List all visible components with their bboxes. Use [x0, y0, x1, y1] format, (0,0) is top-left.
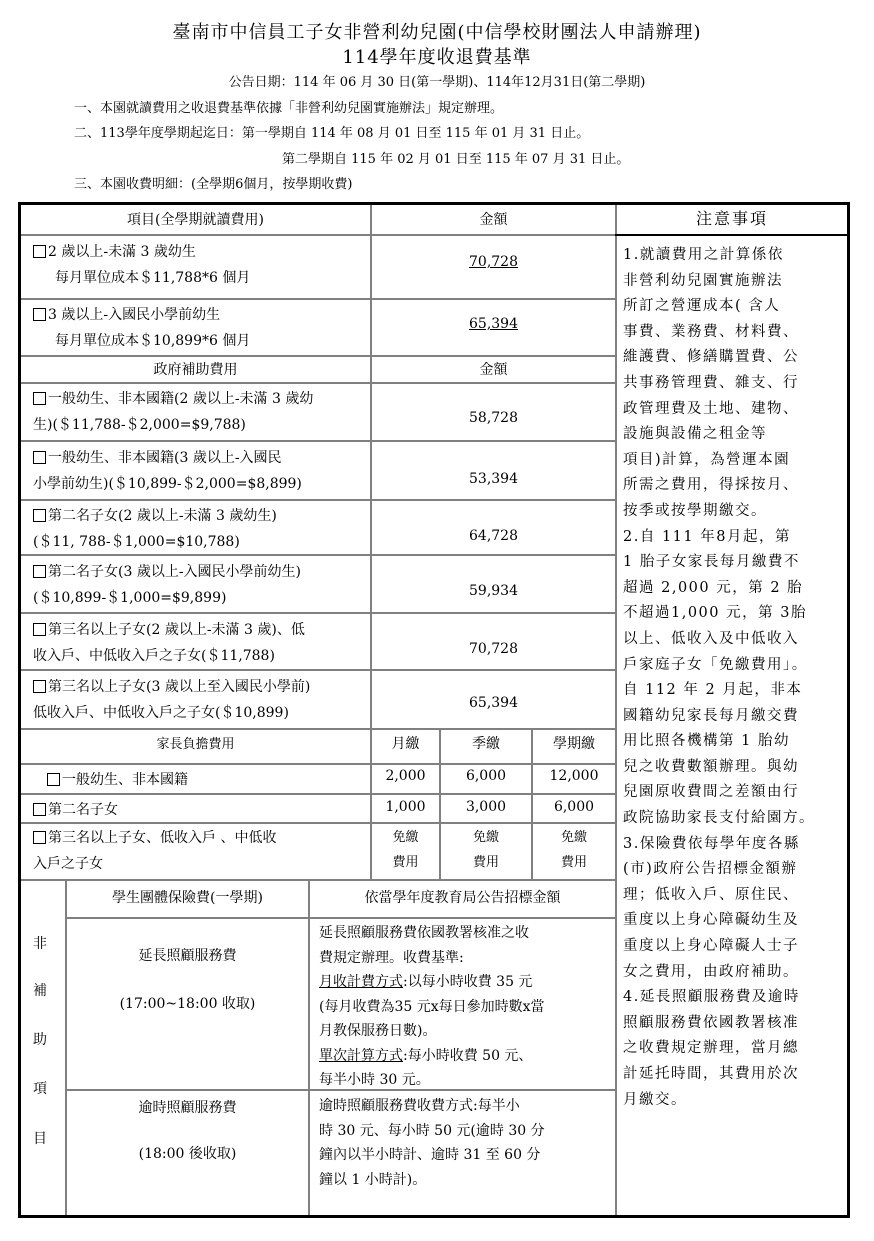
parent-row-label: 一般幼生、非本國籍 [47, 767, 367, 793]
subsidy-amount: 53,394 [469, 471, 518, 487]
non-subsidy-label-5: 目 [33, 1131, 47, 1147]
subsidy-row: 第二名子女(3 歲以上-入國民小學前幼生) (＄10,899-＄1,000=$9,899) [33, 564, 302, 606]
note-line: 按季或按學期繳交。 [623, 502, 767, 519]
tuition-row: 2 歲以上-未滿 3 歲幼生 每月單位成本＄11,788*6 個月 [33, 239, 368, 291]
note-line: 政院協助家長支付給園方。 [623, 810, 815, 827]
subsidy-header-amount: 金額 [479, 362, 508, 378]
parent-monthly: 2,000 [385, 768, 426, 784]
tuition-header-item: 項目(全學期就讀費用) [127, 212, 264, 228]
extended-care-time: (17:00~18:00 收取) [119, 996, 256, 1012]
checkbox[interactable] [33, 803, 46, 816]
note-line: 照顧服務費依國教署核准 [623, 1014, 799, 1031]
tuition-row: 3 歲以上-入國民小學前幼生 每月單位成本＄10,899*6 個月 [33, 302, 368, 354]
subsidy-amount: 59,934 [469, 583, 518, 599]
note-line: 戶家庭子女「免繳費用」。 [623, 656, 808, 673]
intro-line-4: 三、本園收費明細：(全學期6個月，按學期收費) [74, 177, 353, 192]
insurance-value: 依當學年度教育局公告招標金額 [364, 890, 561, 906]
checkbox[interactable] [33, 565, 46, 578]
checkbox[interactable] [33, 509, 46, 522]
checkbox[interactable] [33, 623, 46, 636]
notes-list [623, 243, 849, 1113]
checkbox[interactable] [33, 392, 46, 405]
note-line: 國籍幼兒家長每月繳交費 [623, 707, 799, 724]
fee-table [18, 202, 850, 1218]
subsidy-amount: 58,728 [469, 410, 518, 426]
non-subsidy-label-1: 非 [33, 936, 47, 952]
note-line: 超過 2,000 元，第 2 胎 [623, 579, 804, 596]
note-line: 兒之收費數額辦理。與幼 [623, 758, 799, 775]
note-line: 所訂之營運成本( 含人 [623, 298, 781, 315]
parent-monthly-exempt: 免繳 費用 [392, 830, 419, 870]
non-subsidy-label-3: 助 [33, 1032, 47, 1048]
parent-quarterly: 3,000 [465, 799, 507, 815]
subsidy-row: 第三名以上子女(3 歲以上至入國民小學前) 低收入戶、中低收入戶之子女(＄10,899) [33, 679, 311, 721]
announcement-date: 公告日期：114 年 06 月 30 日(第一學期)、114年12月31日(第二學期) [228, 75, 646, 90]
intro-line-2: 二、113學年度學期起迄日：第一學期自 114 年 08 月 01 日至 115 年 01 月 31 日止。 [74, 126, 590, 141]
note-line: 非營利幼兒園實施辦法 [623, 272, 783, 289]
non-subsidy-label-2: 補 [33, 983, 47, 999]
subsidy-amount: 64,728 [469, 528, 518, 544]
notes-title: 注意事項 [695, 209, 768, 228]
parent-quarterly-exempt: 免繳 費用 [472, 830, 499, 870]
overtime-care-label: 逾時照顧服務費 [138, 1100, 237, 1116]
parent-monthly: 1,000 [385, 799, 426, 815]
subsidy-header-item: 政府補助費用 [153, 362, 238, 378]
note-line: (市)政府公告招標金額辦 [623, 861, 798, 878]
parent-header-semester: 學期繳 [553, 736, 595, 752]
tuition-amount: 65,394 [469, 316, 518, 332]
note-line: 所需之費用，得採按月、 [623, 477, 799, 494]
checkbox[interactable] [33, 831, 46, 844]
checkbox[interactable] [33, 245, 46, 258]
parent-header-quarterly: 季繳 [472, 736, 500, 752]
parent-semester: 12,000 [549, 768, 599, 784]
note-line: 計延托時間，其費用於次 [623, 1066, 799, 1082]
intro-line-3: 第二學期自 115 年 02 月 01 日至 115 年 07 月 31 日止。 [282, 152, 630, 167]
subsidy-amount: 65,394 [469, 695, 518, 711]
subsidy-row: 一般幼生、非本國籍(3 歲以上-入國民 小學前幼生)(＄10,899-＄2,000=$8,899) [33, 450, 302, 492]
subsidy-row: 第三名以上子女(2 歲以上-未滿 3 歲)、低 收入戶、中低收入戶之子女(＄11,788) [33, 622, 305, 664]
note-line: 設施與設備之租金等 [623, 426, 767, 443]
subsidy-amount: 70,728 [469, 641, 518, 657]
note-line: 事費、業務費、材料費、 [623, 323, 799, 340]
note-line: 政管理費及土地、建物、 [623, 400, 799, 417]
note-line: 不超過1,000 元，第 3胎 [623, 605, 807, 622]
note-line: 兒園原收費間之差額由行 [623, 784, 799, 801]
parent-header-monthly: 月繳 [391, 736, 420, 752]
note-line: 項目)計算，為營運本園 [623, 451, 791, 468]
parent-quarterly: 6,000 [465, 768, 507, 784]
note-line: 以上、低收入及中低收入 [623, 630, 799, 647]
extended-care-label: 延長照顧服務費 [138, 948, 237, 964]
checkbox[interactable] [33, 451, 46, 464]
note-line: 之收費規定辦理，當月總 [623, 1040, 799, 1057]
note-line: 2.自 111 年8月起，第 [623, 528, 791, 545]
note-line: 重度以上身心障礙人士子 [623, 938, 799, 955]
note-line: 月繳交。 [623, 1091, 687, 1108]
note-line: 理；低收入戶、原住民、 [623, 886, 799, 903]
overtime-care-description: 逾時照顧服務費收費方式:每半小 時 30 元、每小時 50 元(逾時 30 分 鐘內以半小時計、逾時 31 至 60 分 鐘以 1 小時計)。 [319, 1098, 545, 1188]
note-line: 自 112 年 2 月起，非本 [623, 682, 803, 699]
checkbox[interactable] [33, 680, 46, 693]
note-line: 4.延長照顧服務費及逾時 [623, 989, 800, 1006]
note-line: 1.就讀費用之計算係依 [623, 247, 784, 263]
extended-care-description: 延長照顧服務費依國教署核准之收 費規定辦理。收費基準: 月收計費方式:以每小時收費 35 元 (每月收費為35 元x每日參加時數x當 月教保服務日數)。 單次計算方式:每小時收費 50 元、 每半小時 30 元。 [319, 925, 545, 1088]
subsidy-row: 第二名子女(2 歲以上-未滿 3 歲幼生) (＄11, 788-＄1,000=$10,788) [33, 508, 277, 550]
note-line: 重度以上身心障礙幼生及 [623, 912, 799, 929]
note-line: 女之費用，由政府補助。 [623, 963, 799, 980]
note-line: 維護費、修繕購置費、公 [623, 349, 799, 366]
parent-row-label: 第三名以上子女、低收入戶 、中低收 入戶之子女 [33, 830, 277, 872]
parent-header-item: 家長負擔費用 [156, 737, 235, 752]
non-subsidy-label-4: 項 [33, 1081, 47, 1097]
note-line: 共事務管理費、雜支、行 [623, 374, 799, 391]
tuition-header-amount: 金額 [479, 212, 508, 228]
document-title: 臺南市中信員工子女非營利幼兒園(中信學校財團法人申請辦理) [172, 22, 702, 43]
note-line: 3.保險費依每學年度各縣 [623, 835, 800, 852]
note-line: 1 胎子女家長每月繳費不 [623, 554, 800, 571]
subsidy-row: 一般幼生、非本國籍(2 歲以上-未滿 3 歲幼 生)(＄11,788-＄2,000=$9,788) [33, 391, 314, 433]
document-subtitle: 114學年度收退費基準 [342, 47, 532, 68]
parent-row-label: 第二名子女 [33, 797, 368, 823]
tuition-amount: 70,728 [469, 254, 518, 270]
parent-semester-exempt: 免繳 費用 [560, 830, 587, 870]
checkbox[interactable] [47, 773, 60, 786]
parent-semester: 6,000 [553, 799, 595, 815]
insurance-label: 學生團體保險費(一學期) [112, 890, 263, 906]
intro-line-1: 一、本園就讀費用之收退費基準依據「非營利幼兒園實施辦法」規定辦理。 [74, 101, 504, 116]
checkbox[interactable] [33, 308, 46, 321]
overtime-care-time: (18:00 後收取) [138, 1146, 237, 1162]
note-line: 用比照各機構第 1 胎幼 [623, 733, 790, 750]
